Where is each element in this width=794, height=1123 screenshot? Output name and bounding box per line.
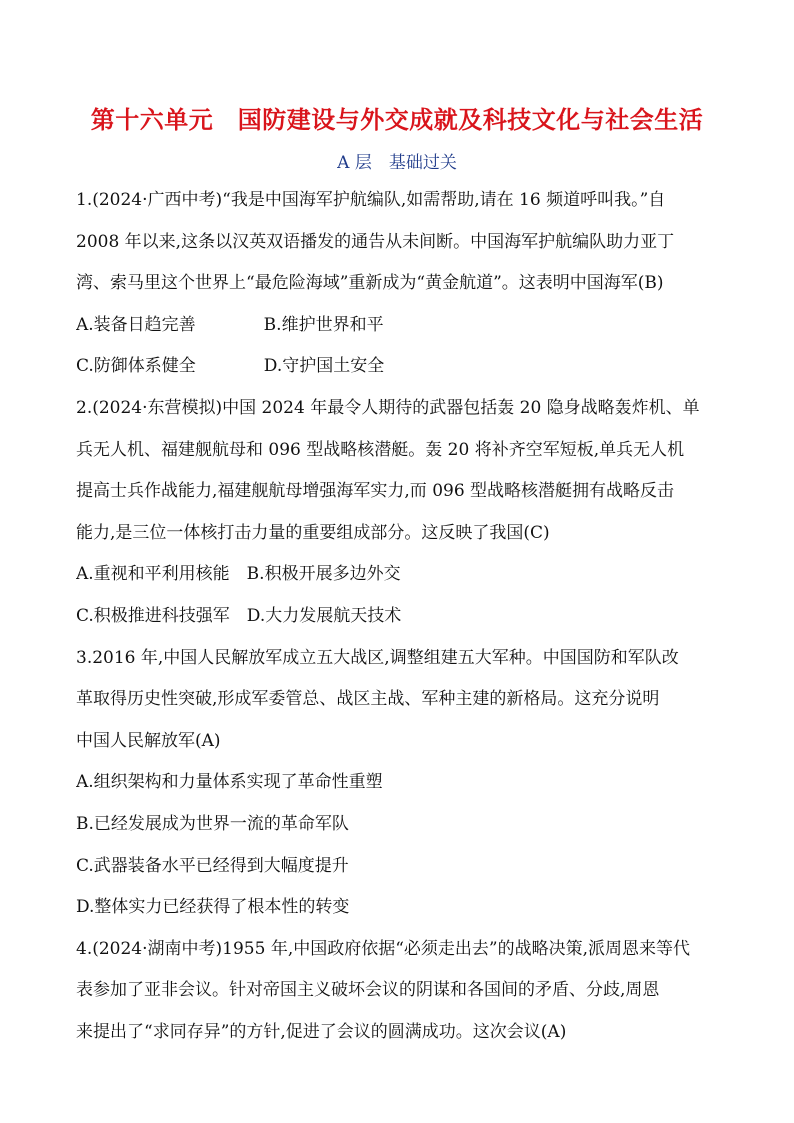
question-stem-line: 1.(2024·广西中考)“我是中国海军护航编队,如需帮助,请在 16 频道呼叫我。”自 <box>76 190 666 210</box>
question-stem-line: 提高士兵作战能力,福建舰航母增强海军实力,而 096 型战略核潜艇拥有战略反击 <box>76 481 675 502</box>
question-option-line: C.武器装备水平已经得到大幅度提升 <box>76 855 349 876</box>
question-3 <box>76 643 716 934</box>
question-option-line: D.整体实力已经获得了根本性的转变 <box>76 897 350 918</box>
question-option-line: A.组织架构和力量体系实现了革命性重塑 <box>76 772 383 793</box>
question-2 <box>76 393 716 643</box>
question-option-line: A.装备日趋完善 B.维护世界和平 <box>76 314 384 335</box>
question-option-line: C.防御体系健全 D.守护国土安全 <box>76 356 385 377</box>
question-4 <box>76 934 716 1059</box>
question-stem-line: 革取得历史性突破,形成军委管总、战区主战、军种主建的新格局。这充分说明 <box>76 689 660 710</box>
question-stem-line: 表参加了亚非会议。针对帝国主义破坏会议的阴谋和各国间的矛盾、分歧,周恩 <box>76 980 660 1001</box>
question-stem-line: 4.(2024·湖南中考)1955 年,中国政府依据“必须走出去”的战略决策,派周恩来等代 <box>76 938 691 959</box>
question-stem-line: 来提出了“求同存异”的方针,促进了会议的圆满成功。这次会议(A) <box>76 1021 567 1042</box>
question-list <box>76 185 716 1058</box>
unit-title: 第十六单元 国防建设与外交成就及科技文化与社会生活 <box>90 106 704 134</box>
question-1 <box>76 185 716 393</box>
question-stem-line: 2008 年以来,这条以汉英双语播发的通告从未间断。中国海军护航编队助力亚丁 <box>76 231 675 252</box>
section-subtitle: A 层 基础过关 <box>337 153 457 173</box>
question-option-line: A.重视和平利用核能 B.积极开展多边外交 <box>76 564 401 585</box>
question-option-line: B.已经发展成为世界一流的革命军队 <box>76 813 349 834</box>
question-stem-line: 能力,是三位一体核打击力量的重要组成部分。这反映了我国(C) <box>76 522 550 543</box>
question-stem-line: 中国人民解放军(A) <box>76 730 221 751</box>
question-stem-line: 兵无人机、福建舰航母和 096 型战略核潜艇。轰 20 将补齐空军短板,单兵无人机 <box>76 439 685 460</box>
question-option-line: C.积极推进科技强军 D.大力发展航天技术 <box>76 605 402 626</box>
question-stem-line: 湾、索马里这个世界上“最危险海域”重新成为“黄金航道”。这表明中国海军(B) <box>76 273 664 294</box>
question-stem-line: 3.2016 年,中国人民解放军成立五大战区,调整组建五大军种。中国国防和军队改 <box>76 647 679 668</box>
question-stem-line: 2.(2024·东营模拟)中国 2024 年最令人期待的武器包括轰 20 隐身战略轰炸机、单 <box>76 397 700 418</box>
